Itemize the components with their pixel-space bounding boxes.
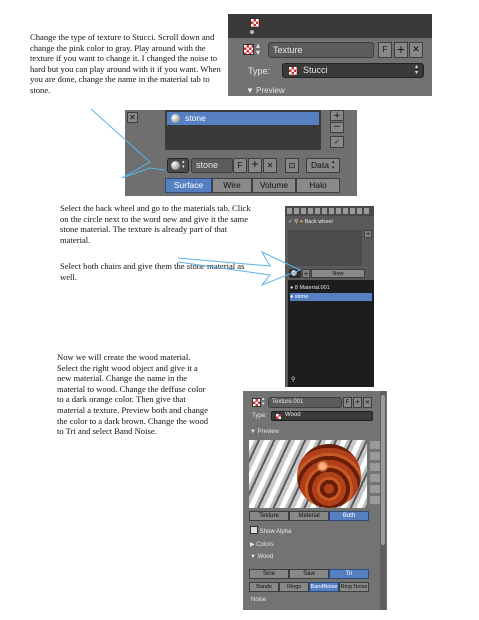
preview-label: Preview xyxy=(256,86,285,95)
texture-name-field[interactable]: Texture xyxy=(268,42,374,58)
specials-icon[interactable]: ✓ xyxy=(330,136,344,148)
pin-icon[interactable]: ✓ ⚲ xyxy=(288,219,299,225)
spin-arrows-icon[interactable]: ▴ ▾ xyxy=(262,396,265,407)
wave-saw-button[interactable]: Saw xyxy=(289,569,329,579)
fake-user-button[interactable]: F xyxy=(343,397,352,408)
close-list-icon[interactable]: ✕ xyxy=(127,112,138,123)
add-texture-icon[interactable]: + xyxy=(354,398,361,406)
fake-user-button[interactable]: F xyxy=(378,42,392,58)
spin-arrows-icon: ▴ ▾ xyxy=(182,159,185,170)
add-slot-icon[interactable]: + xyxy=(365,230,371,238)
collapse-arrow-icon: ▼ xyxy=(250,429,256,435)
type-value: Stucci xyxy=(303,65,328,75)
tab-wire[interactable]: Wire xyxy=(212,178,252,193)
material-sphere-icon: ● xyxy=(290,294,294,300)
callout-arrow-to-new-material xyxy=(178,252,300,285)
add-texture-icon[interactable]: + xyxy=(394,42,408,58)
close-icon[interactable]: ✕ xyxy=(409,42,423,58)
material-sphere-icon: ● xyxy=(290,285,294,291)
wave-tri-button[interactable]: Tri xyxy=(329,569,369,579)
wave-sine-button[interactable]: Sine xyxy=(249,569,289,579)
new-material-button[interactable]: New xyxy=(311,269,365,278)
fake-user-button[interactable]: F xyxy=(233,158,247,173)
node-tree-icon[interactable]: ⊡ xyxy=(285,158,299,173)
collapse-arrow-icon: ▼ xyxy=(250,554,256,560)
wood-type-ringnoise-button[interactable]: Ring Noise xyxy=(340,584,368,590)
material-option-label: 8 Material.001 xyxy=(294,285,330,291)
tab-surface[interactable]: Surface xyxy=(165,178,212,193)
add-material-icon[interactable]: + xyxy=(248,158,262,173)
object-name: Back wheel xyxy=(304,219,333,225)
tab-volume[interactable]: Volume xyxy=(252,178,296,193)
unlink-material-icon[interactable]: ✕ xyxy=(263,158,277,173)
remove-slot-icon[interactable]: − xyxy=(330,122,344,133)
preview-label: Preview xyxy=(257,429,279,435)
search-icon[interactable]: ⚲ xyxy=(291,377,296,383)
spin-arrows-icon[interactable]: ▴ ▾ xyxy=(256,41,261,57)
instruction-paragraph-stucci: Change the type of texture to Stucci. Scroll down and change the pink color to gray. Play around with the texture if you want to change it. I changed the noise to hard but you can play around with it if you want. When you are done, change the name in the material tab to stone. xyxy=(30,32,221,95)
collapse-arrow-icon: ▼ xyxy=(246,86,254,95)
link-data-label: Data xyxy=(311,160,329,170)
preview-tab-texture[interactable]: Texture xyxy=(249,511,289,521)
material-list-item-label: stone xyxy=(185,113,206,123)
instruction-paragraph-back-wheel: Select the back wheel and go to the materials tab. Click on the circle next to the word new and give it the same stone material. The texture is already part of that material. xyxy=(60,203,251,245)
wood-label: Wood xyxy=(257,554,274,560)
preview-tab-both[interactable]: Both xyxy=(329,511,369,521)
type-label: Type: xyxy=(252,413,267,419)
wood-type-rings-button[interactable]: Rings xyxy=(279,582,309,592)
instruction-paragraph-wood: Now we will create the wood material. Select the right wood object and give it a new material. Change the name in the material to wood. Change the deffuse color to a dark orange color. Then give that material a texture. Preview both and change the color to a dark brown. Change the wood to Tri and select Band Noise. xyxy=(57,352,209,437)
tab-halo[interactable]: Halo xyxy=(296,178,340,193)
expand-arrow-icon: ▶ xyxy=(250,542,255,548)
type-label: Type: xyxy=(248,66,271,76)
wood-type-bands-button[interactable]: Bands xyxy=(249,582,279,592)
callout-arrow-to-material-name xyxy=(91,109,165,178)
show-alpha-label: Show Alpha xyxy=(259,529,292,535)
preview-tab-material[interactable]: Material xyxy=(289,511,329,521)
colors-label: Colors xyxy=(256,542,274,548)
material-option-label: stone xyxy=(294,294,309,300)
object-icon: ● xyxy=(299,219,304,225)
add-material-icon[interactable]: + xyxy=(303,270,309,278)
wood-type-bandnoise-button[interactable]: BandNoise xyxy=(310,584,338,590)
dropdown-arrows-icon: ▴ ▾ xyxy=(415,64,419,76)
type-value: Wood xyxy=(285,412,301,418)
instruction-paragraph-chairs: Select both chairs and give them the stone material as well. xyxy=(60,261,245,282)
close-icon[interactable]: ✕ xyxy=(364,399,371,406)
dropdown-arrows-icon: ▴ ▾ xyxy=(332,159,335,171)
noise-label: Noise xyxy=(251,597,267,603)
add-slot-icon[interactable]: + xyxy=(330,110,344,121)
material-name-field[interactable]: stone xyxy=(191,158,233,173)
texture-name-field[interactable]: Texture.001 xyxy=(268,397,342,408)
